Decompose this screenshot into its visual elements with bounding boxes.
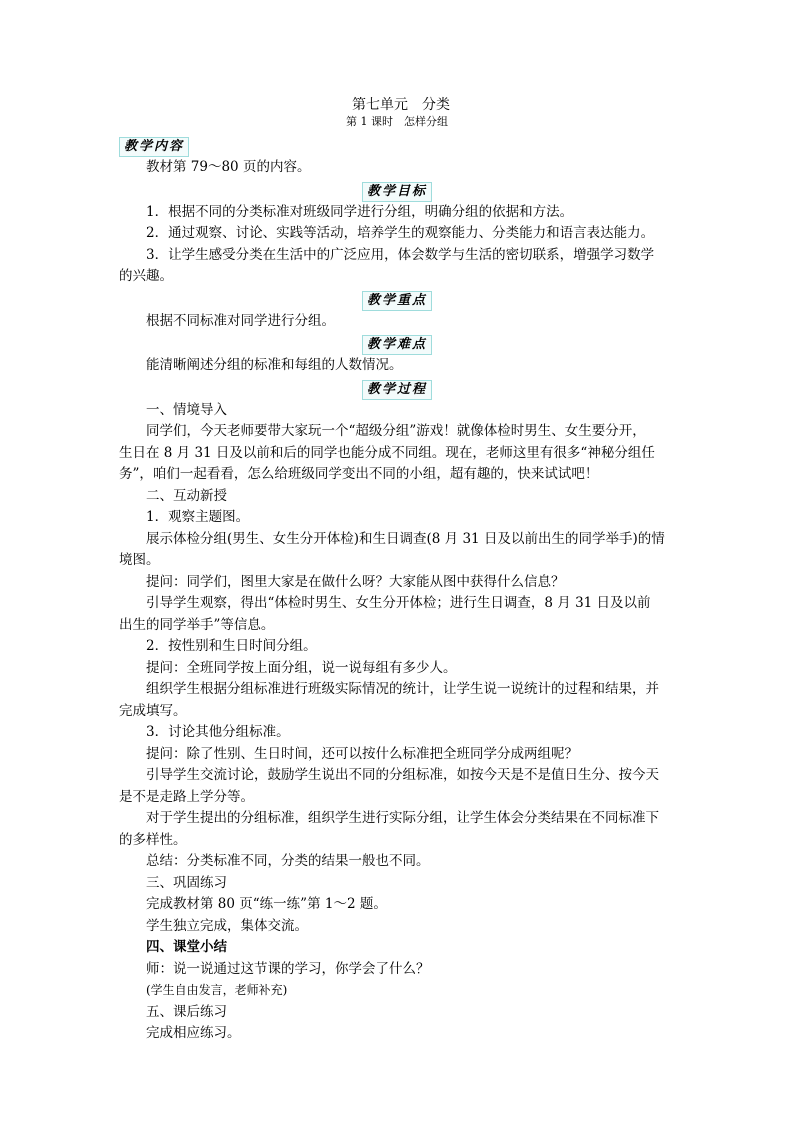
- process-line: 引导学生交流讨论，鼓励学生说出不同的分组标准，如按今天是不是值日生分、按今天: [146, 767, 659, 783]
- process-line: 提问：同学们，图里大家是在做什么呀？大家能从图中获得什么信息？: [146, 573, 565, 590]
- goal-item: 3．让学生感受分类在生活中的广泛应用，体会数学与生活的密切联系，增强学习数学: [146, 246, 655, 263]
- process-line: 提问：除了性别、生日时间，还可以按什么标准把全班同学分成两组呢？: [146, 745, 578, 762]
- process-line: 总结：分类标准不同，分类的结果一般也不同。: [146, 853, 430, 869]
- key-text: 根据不同标准对同学进行分组。: [146, 312, 335, 329]
- goal-item: 2．通过观察、讨论、实践等活动，培养学生的观察能力、分类能力和语言表达能力。: [146, 225, 655, 241]
- difficulty-tag-row: [119, 332, 675, 355]
- page-subtitle: 第 1 课时 怎样分组: [346, 115, 448, 128]
- document-page: [119, 96, 675, 1045]
- process-heading: 四、课堂小结: [146, 939, 227, 955]
- process-line: 师：说一说通过这节课的学习，你学会了什么？: [146, 960, 430, 977]
- process-line: 同学们，今天老师要带大家玩一个“超级分组”游戏！就像体检时男生、女生要分开，: [146, 423, 646, 439]
- section-tag-process: 教学过程: [362, 380, 432, 400]
- process-line: 生日在 8 月 31 日及以前和后的同学也能分成不同组。现在，老师这里有很多“神秘分组任: [119, 444, 655, 461]
- process-heading: 一、情境导入: [146, 401, 227, 418]
- process-line: 3．讨论其他分组标准。: [146, 724, 290, 740]
- process-line: 1．观察主题图。: [146, 509, 250, 525]
- section-tag-content: 教学内容: [119, 137, 189, 157]
- process-line: 组织学生根据分组标准进行班级实际情况的统计，让学生说一说统计的过程和结果，并: [146, 681, 659, 697]
- process-line: 出生的同学举手”等信息。: [119, 616, 275, 633]
- process-line: 完成相应练习。: [146, 1025, 241, 1041]
- process-line: 对于学生提出的分组标准，组织学生进行实际分组，让学生体会分类结果在不同标准下: [146, 810, 659, 826]
- section-tag-difficulty: 教学难点: [362, 335, 432, 355]
- process-line: 务”，咱们一起看看，怎么给班级同学变出不同的小组，超有趣的，快来试试吧！: [119, 466, 599, 482]
- process-heading: 三、巩固练习: [146, 874, 227, 891]
- section-tag-goals: 教学目标: [362, 182, 432, 202]
- process-line: 学生独立完成，集体交流。: [146, 917, 308, 934]
- goals-tag-row: [119, 179, 675, 202]
- process-heading: 五、课后练习: [146, 1003, 227, 1020]
- process-line: 2．按性别和生日时间分组。: [146, 638, 317, 654]
- process-line: 完成教材第 80 页“练一练”第 1～2 题。: [146, 896, 387, 912]
- content-text: 教材第 79～80 页的内容。: [146, 159, 311, 175]
- process-line: 展示体检分组(男生、女生分开体检)和生日调查(8 月 31 日及以前出生的同学举手)的情: [146, 530, 665, 547]
- process-line: (学生自由发言，老师补充): [146, 983, 288, 997]
- process-line: 是不是走路上学分等。: [119, 788, 254, 805]
- process-line: 引导学生观察，得出“体检时男生、女生分开体检；进行生日调查，8 月 31 日及以前: [146, 595, 651, 611]
- process-line: 完成填写。: [119, 702, 187, 719]
- key-tag-row: [119, 288, 675, 311]
- content-tag-row: [119, 134, 675, 157]
- process-line: 提问：全班同学按上面分组，说一说每组有多少人。: [146, 659, 457, 676]
- section-tag-key: 教学重点: [362, 291, 432, 311]
- goal-item-continued: 的兴趣。: [119, 268, 173, 284]
- goal-item: 1．根据不同的分类标准对班级同学进行分组，明确分组的依据和方法。: [146, 203, 574, 220]
- page-title: 第七单元 分类: [352, 97, 450, 113]
- process-line: 境图。: [119, 552, 160, 568]
- process-heading: 二、互动新授: [146, 487, 227, 504]
- difficulty-text: 能清晰阐述分组的标准和每组的人数情况。: [146, 357, 403, 373]
- process-line: 的多样性。: [119, 831, 187, 848]
- process-tag-row: [119, 377, 675, 400]
